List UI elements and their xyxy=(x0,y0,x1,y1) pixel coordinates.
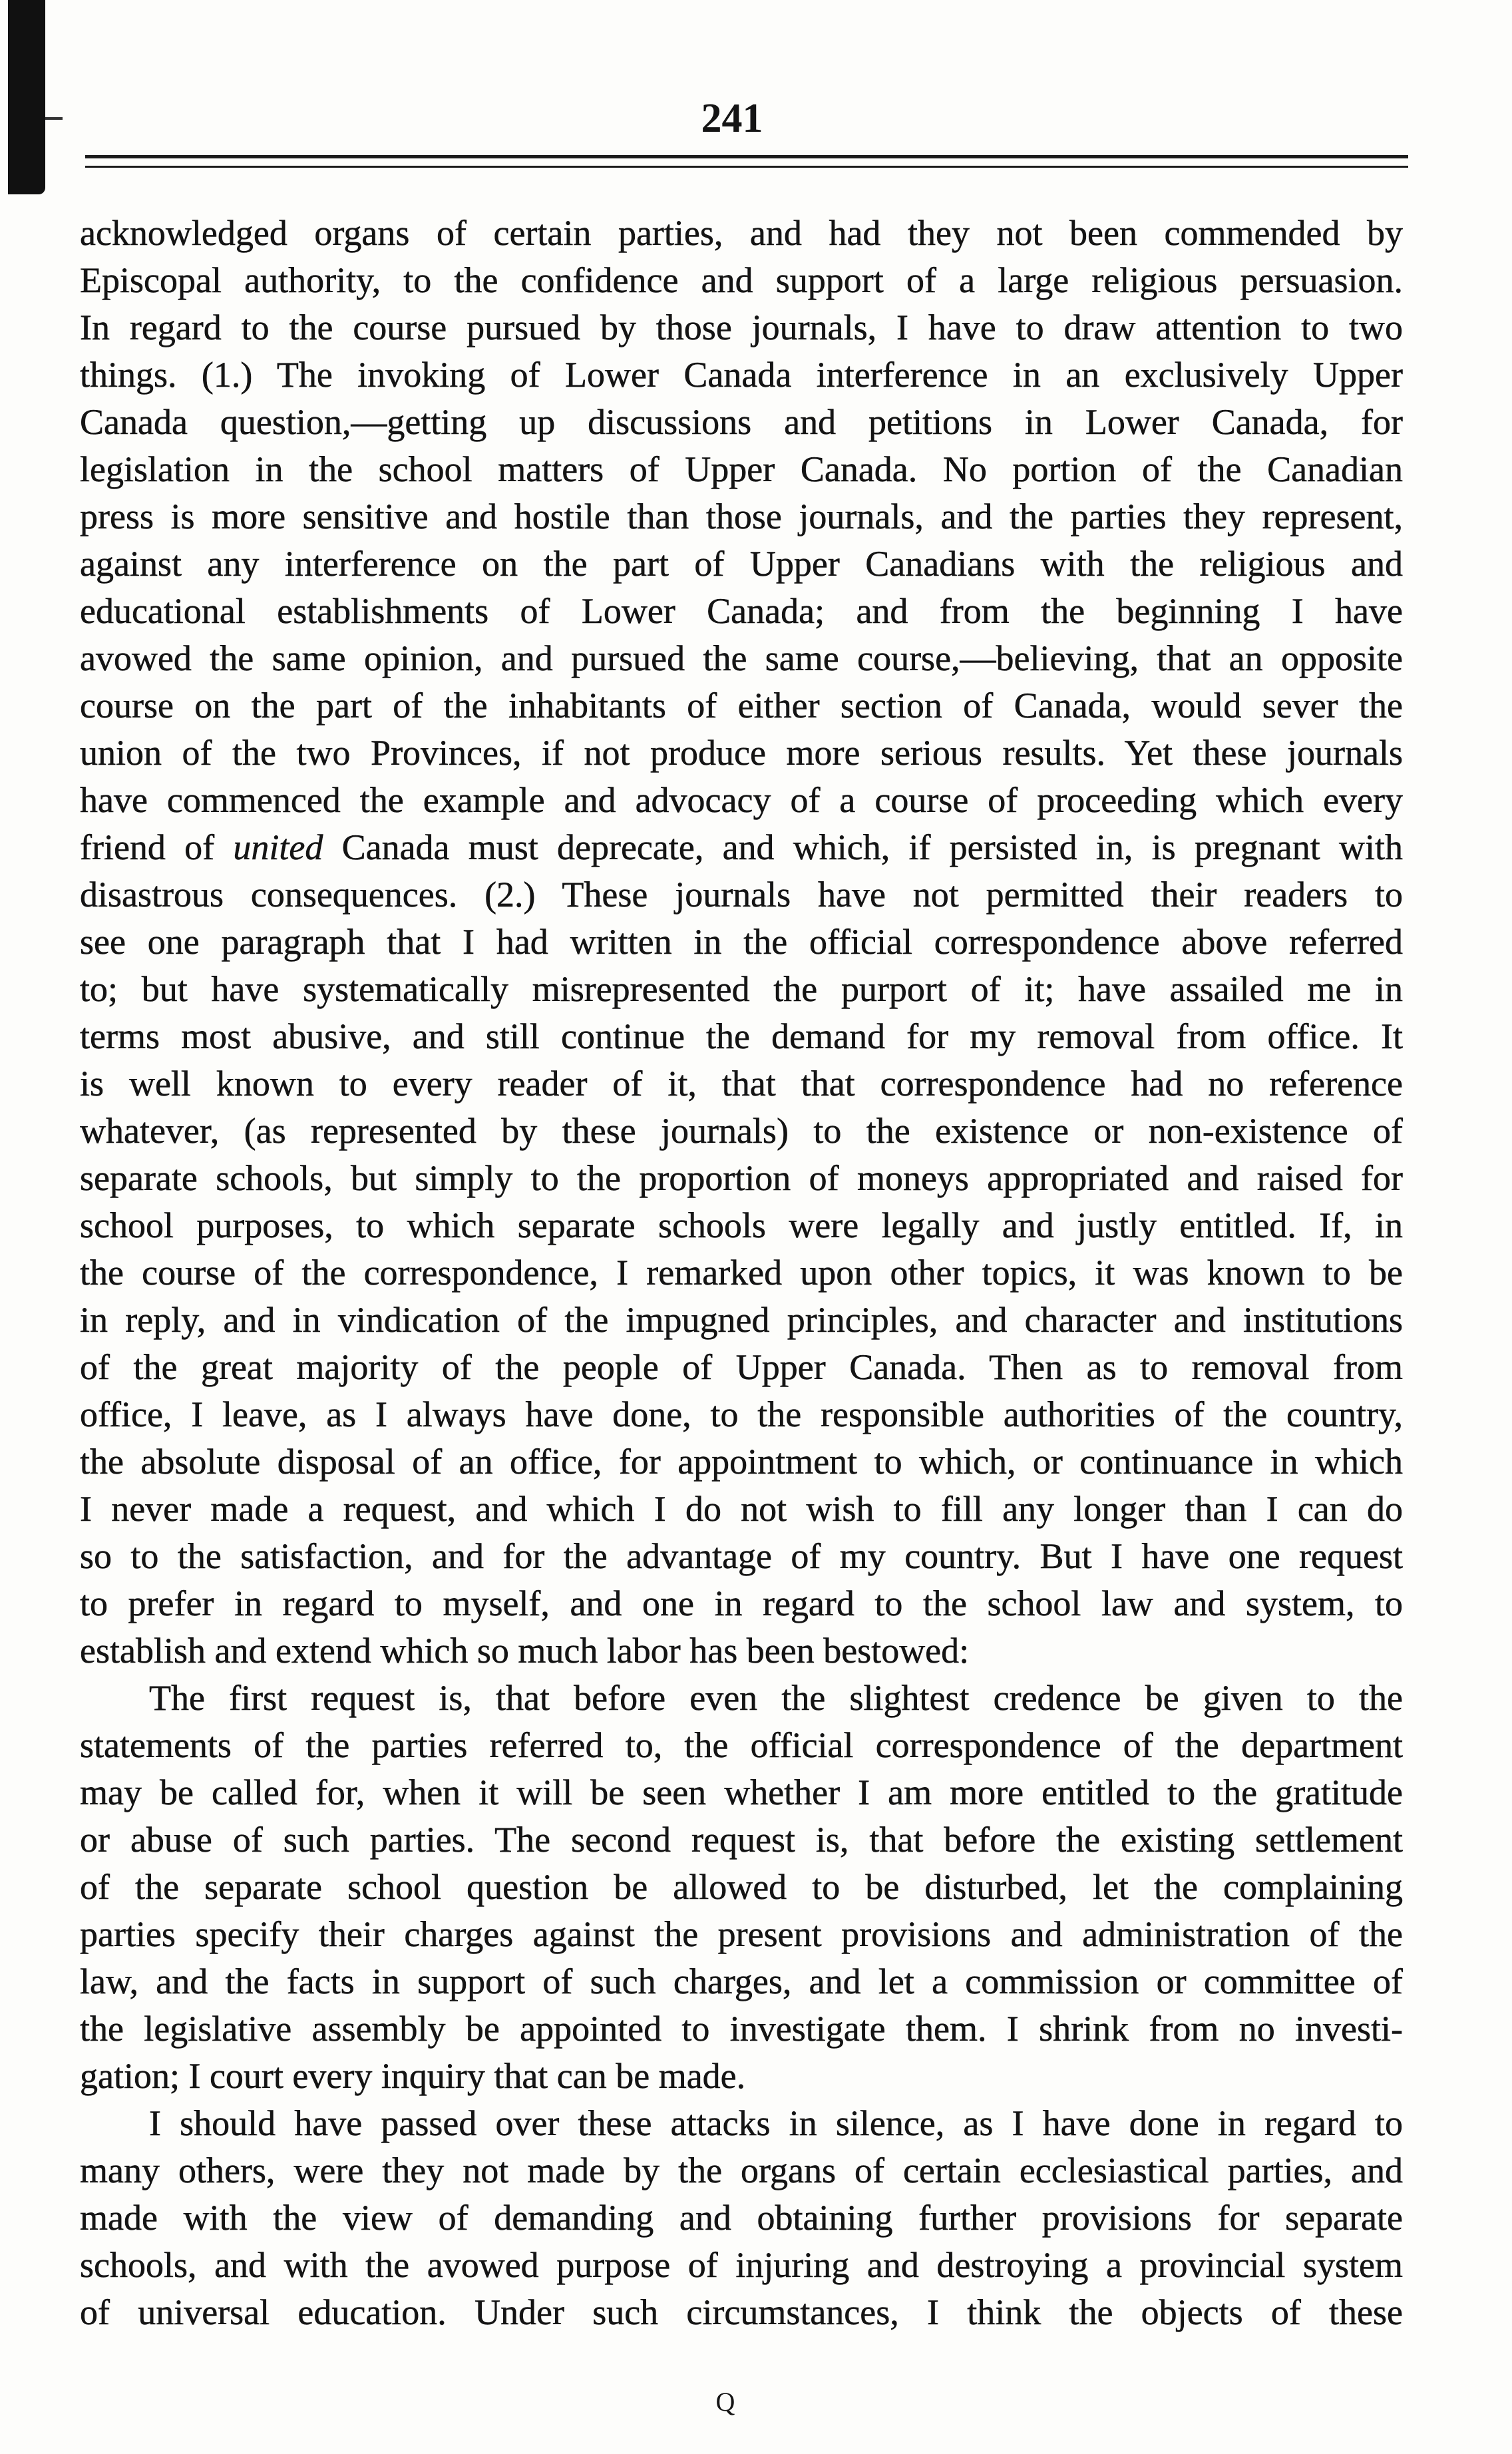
text-line: parties specify their charges against the present provisions and administration of the xyxy=(80,1914,1403,1954)
text-line: many others, were they not made by the organs of certain ecclesiastical parties, and xyxy=(80,2150,1403,2190)
text-line: legislation in the school matters of Upper Canada. No portion of the Canadian xyxy=(80,449,1403,489)
text-line: the legislative assembly be appointed to investigate them. I shrink from no investi- xyxy=(80,2009,1403,2049)
text-line: of universal education. Under such circumstances, I think the objects of these xyxy=(80,2292,1403,2332)
header-rule-thin xyxy=(85,166,1408,168)
page-number: 241 xyxy=(701,96,763,141)
paragraph xyxy=(80,210,1403,1675)
text-line: I should have passed over these attacks in silence, as I have done in regard to xyxy=(149,2103,1403,2143)
signature-mark: Q xyxy=(715,2387,735,2417)
text-line: to; but have systematically misrepresented the purport of it; have assailed me in xyxy=(80,969,1403,1009)
text-line: so to the satisfaction, and for the advantage of my country. But I have one request xyxy=(80,1536,1403,1576)
text-line: or abuse of such parties. The second request is, that before the existing settlement xyxy=(80,1820,1403,1860)
text-line: whatever, (as represented by these journals) to the existence or non-existence of xyxy=(80,1111,1403,1151)
text-line: statements of the parties referred to, the official correspondence of the department xyxy=(80,1725,1403,1765)
header-rule-thick xyxy=(85,155,1408,158)
text-line: separate schools, but simply to the proportion of moneys appropriated and raised for xyxy=(80,1158,1403,1198)
text-line: of the separate school question be allowed to be disturbed, let the complaining xyxy=(80,1867,1403,1907)
text-line: the absolute disposal of an office, for appointment to which, or continuance in which xyxy=(80,1442,1403,1482)
text-line: is well known to every reader of it, that that correspondence had no reference xyxy=(80,1064,1403,1104)
text-line: Episcopal authority, to the confidence and support of a large religious persuasion. xyxy=(80,260,1403,300)
italic-word: united xyxy=(233,827,323,867)
text-line: The first request is, that before even the slightest credence be given to the xyxy=(149,1678,1403,1718)
text-line: acknowledged organs of certain parties, and had they not been commended by xyxy=(80,213,1403,253)
body-text xyxy=(80,210,1403,2336)
text-line: union of the two Provinces, if not produce more serious results. Yet these journals xyxy=(80,733,1403,773)
text-line: establish and extend which so much labor has been bestowed: xyxy=(80,1631,970,1671)
text-line: in reply, and in vindication of the impugned principles, and character and institutions xyxy=(80,1300,1403,1340)
text-line: of the great majority of the people of Upper Canada. Then as to removal from xyxy=(80,1347,1403,1387)
text-line: educational establishments of Lower Canada; and from the beginning I have xyxy=(80,591,1403,631)
paragraph xyxy=(80,2100,1403,2336)
text-line: disastrous consequences. (2.) These journals have not permitted their readers to xyxy=(80,875,1403,915)
text-line: the course of the correspondence, I remarked upon other topics, it was known to be xyxy=(80,1253,1403,1293)
text-line: may be called for, when it will be seen whether I am more entitled to the gratitude xyxy=(80,1772,1403,1812)
scan-edge-mark xyxy=(45,117,63,120)
text-line: office, I leave, as I always have done, to the responsible authorities of the country, xyxy=(80,1394,1403,1434)
scan-edge-artifact xyxy=(8,0,45,194)
text-line: I never made a request, and which I do not wish to fill any longer than I can do xyxy=(80,1489,1403,1529)
text-line: to prefer in regard to myself, and one in regard to the school law and system, to xyxy=(80,1583,1403,1623)
text-line: Canada question,—getting up discussions and petitions in Lower Canada, for xyxy=(80,402,1403,442)
text-line: made with the view of demanding and obtaining further provisions for separate xyxy=(80,2198,1403,2238)
paragraph xyxy=(80,1675,1403,2100)
text-segment: friend of xyxy=(80,827,234,867)
text-line: things. (1.) The invoking of Lower Canada interference in an exclusively Upper xyxy=(80,355,1403,395)
text-line: terms most abusive, and still continue the demand for my removal from office. It xyxy=(80,1016,1403,1056)
text-line: see one paragraph that I had written in the official correspondence above referred xyxy=(80,922,1403,962)
text-line: In regard to the course pursued by those journals, I have to draw attention to two xyxy=(80,307,1403,347)
text-line: avowed the same opinion, and pursued the same course,—believing, that an opposite xyxy=(80,638,1403,678)
text-line: have commenced the example and advocacy of a course of proceeding which every xyxy=(80,780,1403,820)
text-segment: Canada must deprecate, and which, if persisted in, is pregnant with xyxy=(323,827,1403,867)
text-line xyxy=(80,824,1403,871)
text-line: gation; I court every inquiry that can be made. xyxy=(80,2056,746,2096)
text-line: law, and the facts in support of such charges, and let a commission or committee of xyxy=(80,1961,1403,2001)
text-line: against any interference on the part of Upper Canadians with the religious and xyxy=(80,544,1403,584)
text-line: press is more sensitive and hostile than those journals, and the parties they represent, xyxy=(80,497,1403,536)
text-line: schools, and with the avowed purpose of injuring and destroying a provincial system xyxy=(80,2245,1403,2285)
text-line: school purposes, to which separate schools were legally and justly entitled. If, in xyxy=(80,1205,1403,1245)
text-line: course on the part of the inhabitants of either section of Canada, would sever the xyxy=(80,686,1403,725)
